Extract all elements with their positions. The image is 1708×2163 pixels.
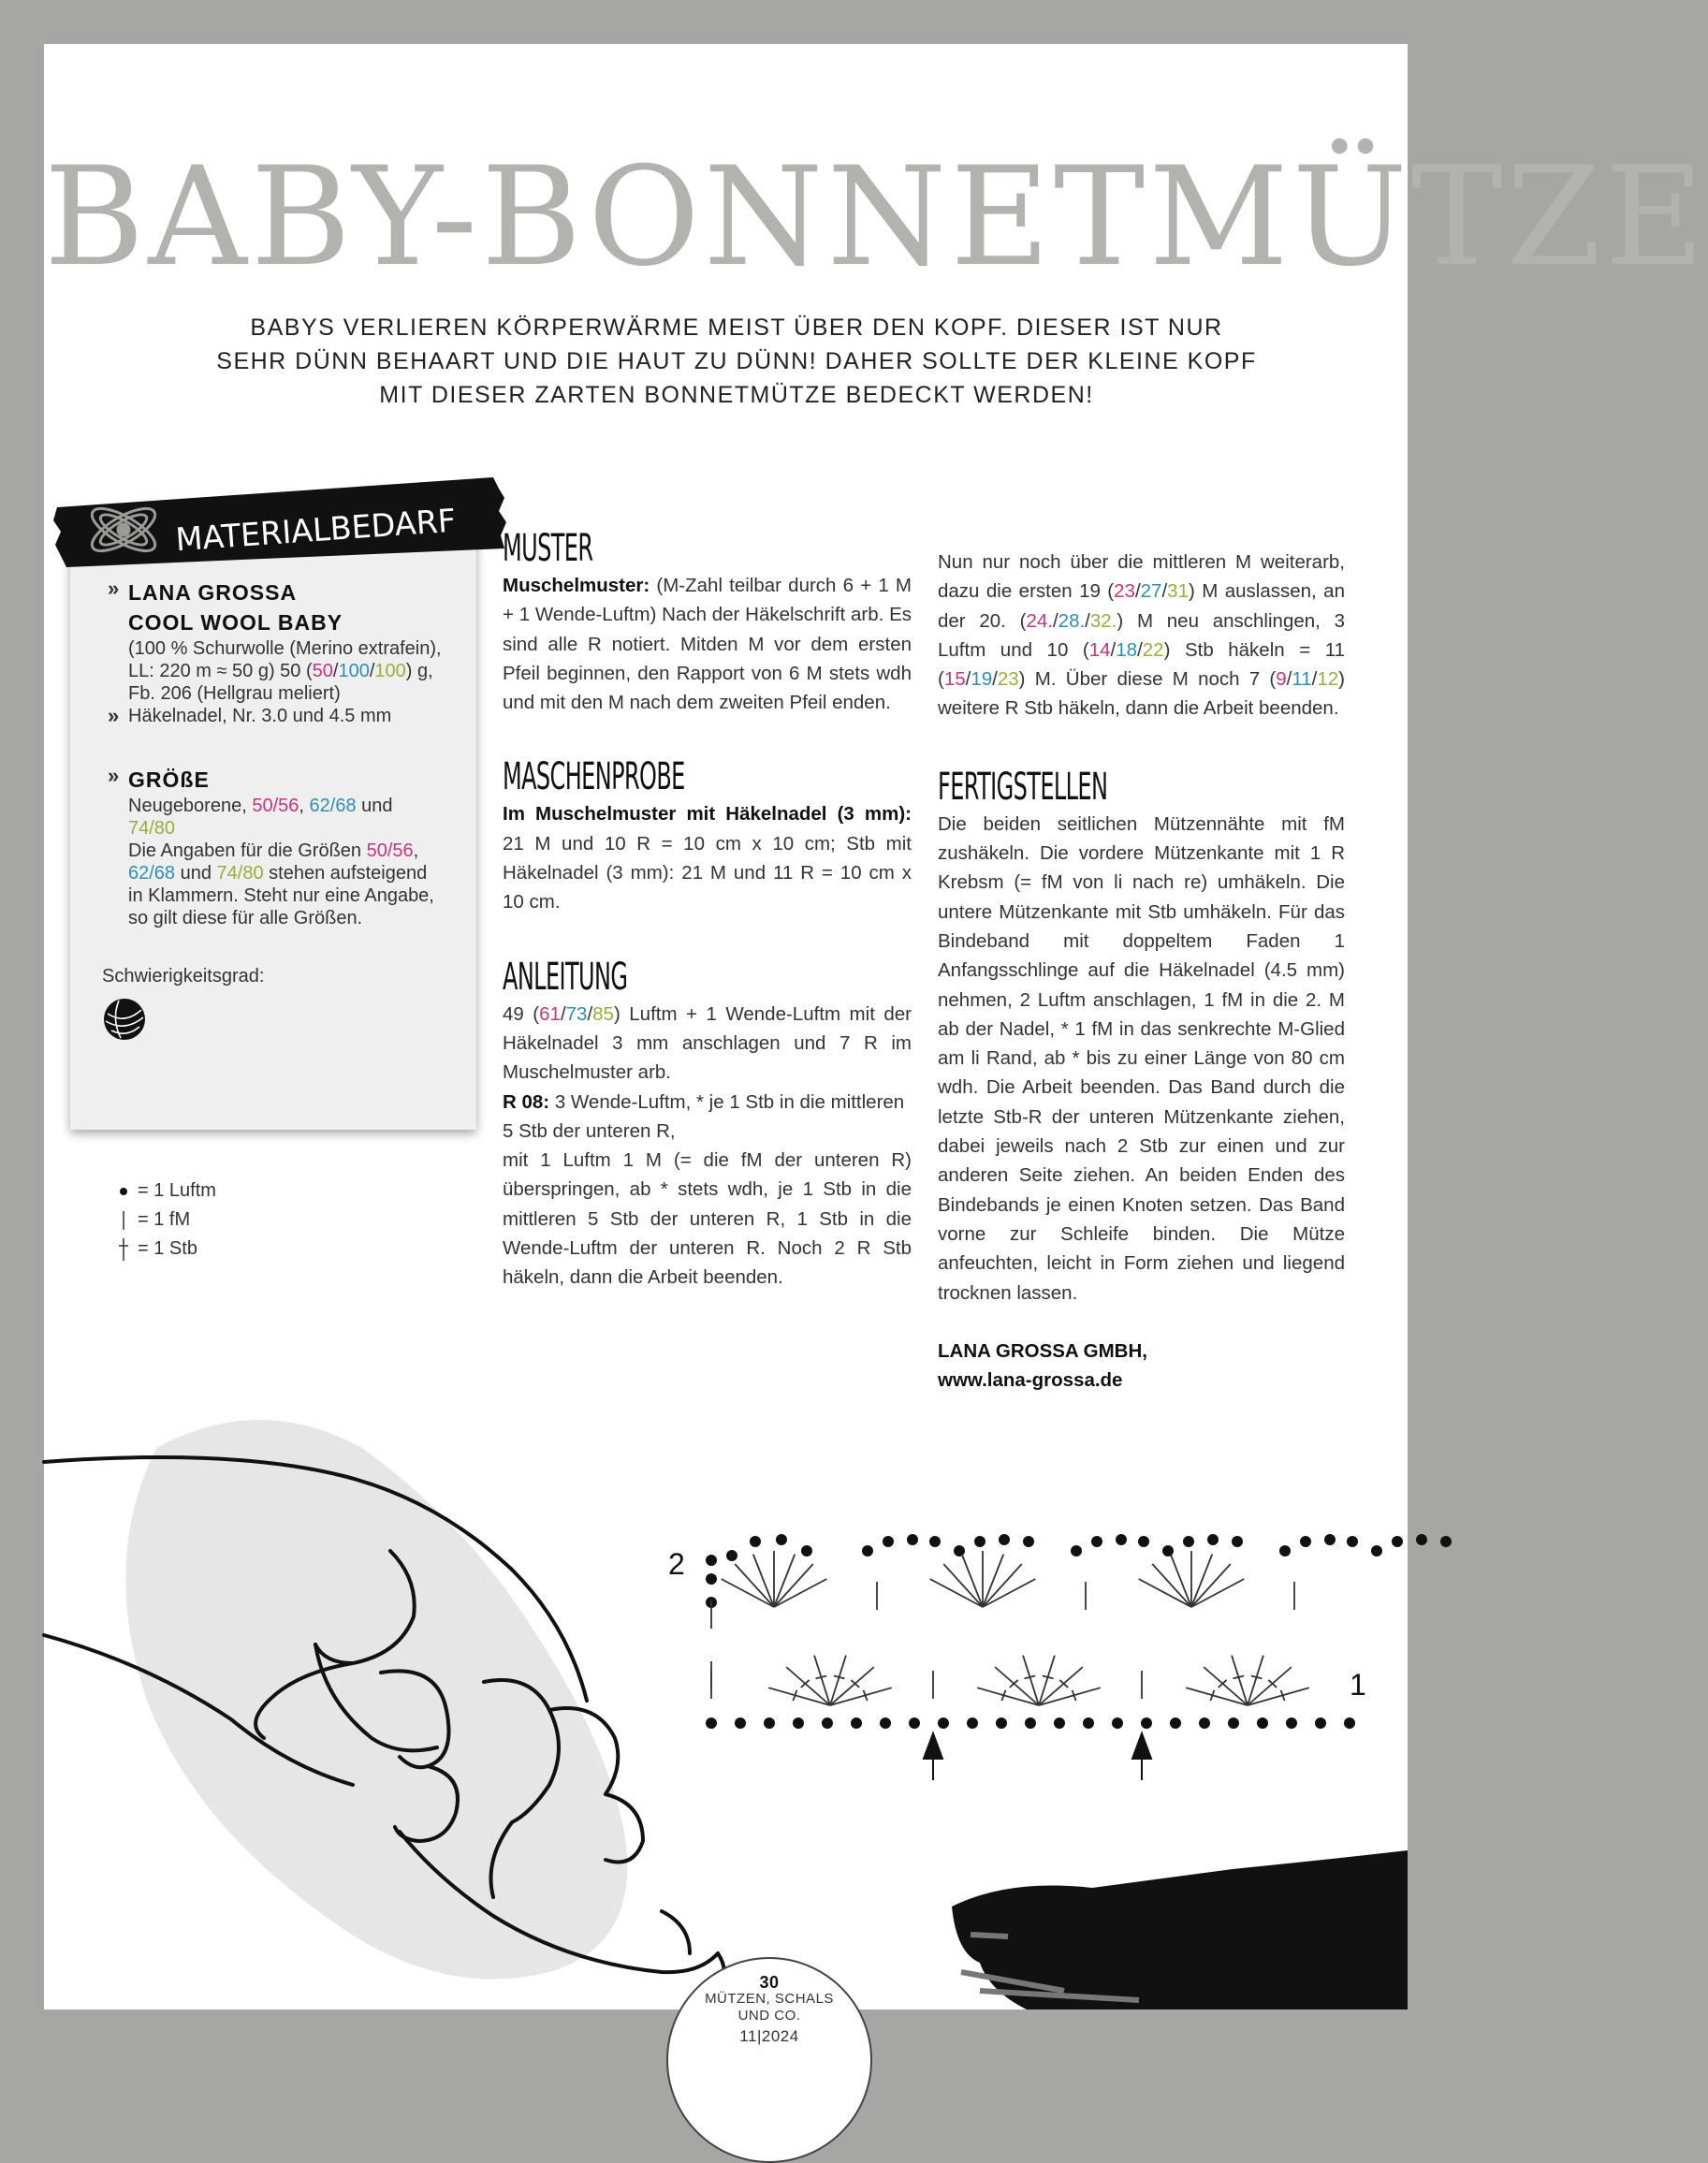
chain-stitch <box>1371 1545 1382 1556</box>
chain-stitch <box>1083 1717 1094 1729</box>
double-crochet <box>1191 1564 1231 1607</box>
symbol-legend <box>109 1176 216 1264</box>
company-url: www.lana-grossa.de <box>938 1369 1123 1392</box>
chain-stitch <box>1279 1545 1291 1556</box>
double-crochet <box>774 1579 826 1607</box>
difficulty-label: Schwierigkeitsgrad: <box>102 966 265 987</box>
chain-stitch <box>1257 1717 1268 1729</box>
bullet: » <box>108 704 120 727</box>
chain-stitch <box>1199 1717 1210 1729</box>
chain-stitch <box>706 1555 717 1566</box>
legend-label: = 1 Stb <box>138 1238 197 1259</box>
chain-stitch <box>1315 1717 1326 1729</box>
size-text: so gilt diese für alle Größen. <box>128 908 363 928</box>
size-heading: GRÖßE <box>128 767 210 792</box>
chain-stitch <box>1440 1536 1452 1547</box>
yarn-name: COOL WOOL BABY <box>128 610 343 635</box>
double-crochet <box>983 1579 1035 1607</box>
continue-text: Nun nur noch über die mittleren M weiterarb, dazu die ersten 19 (23/27/31) M auslassen, an der 20. (24./28./32.) M neu anschlingen, 3 Luftm und 10 (14/18/22) Stb häkeln = 11 (15/19/23) M. Über diese M noch 7 (9/11/12) weitere R Stb häkeln, dann die Arbeit beenden. <box>938 551 1345 720</box>
maschenprobe-text: Im Muschelmuster mit Häkelnadel (3 mm): 21 M und 10 R = 10 cm x 10 cm; Stb mit Häkelnadel (3 mm): 21 M und 11 R = 10 cm x 10 cm. <box>503 803 912 913</box>
chain-stitch <box>1025 1717 1036 1729</box>
chain-stitch <box>1116 1534 1127 1545</box>
maschenprobe-heading: MASCHENPROBE <box>503 755 685 799</box>
chain-stitch <box>1023 1536 1034 1547</box>
chain-stitch <box>1324 1534 1336 1545</box>
chain-stitch <box>793 1717 804 1729</box>
chain-stitch <box>851 1717 862 1729</box>
chain-stitch <box>1286 1717 1297 1729</box>
chain-stitch <box>954 1545 965 1556</box>
chain-stitch <box>1228 1717 1239 1729</box>
page-number-badge <box>666 1957 872 2163</box>
chain-stitch <box>1344 1717 1355 1729</box>
crochet-chart <box>615 1513 1401 1794</box>
size-text: 74/80 <box>128 818 176 839</box>
chain-stitch <box>706 1573 717 1585</box>
column-right <box>938 548 1345 1395</box>
size-text: 62/68 und 74/80 stehen aufsteigend <box>128 863 428 884</box>
magazine-title: UND CO. <box>737 2008 801 2024</box>
chain-stitch <box>822 1717 833 1729</box>
page <box>44 44 1708 2045</box>
chain-stitch <box>880 1717 891 1729</box>
double-crochet <box>774 1564 813 1607</box>
column-middle <box>503 526 912 1293</box>
needle-size: Häkelnadel, Nr. 3.0 und 4.5 mm <box>128 706 392 726</box>
chain-stitch <box>938 1717 949 1729</box>
chain-stitch <box>750 1536 761 1547</box>
chain-stitch-icon <box>119 1187 128 1196</box>
chain-stitch <box>974 1536 985 1547</box>
muster-text: Muschelmuster: (M-Zahl teilbar durch 6 + 1 M + 1 Wende-Luftm) Nach der Häkelschrift arb. Es sind alle R notiert. Mitden M vor dem ersten Pfeil beginnen, den Rapport von 6 M stets wdh und mit den M nach dem zweiten Pfeil enden. <box>503 575 912 714</box>
double-crochet <box>943 1564 983 1607</box>
brush-stroke <box>952 1850 1408 2010</box>
chain-stitch <box>1207 1534 1219 1545</box>
chain-stitch <box>1112 1717 1123 1729</box>
chain-stitch <box>929 1536 941 1547</box>
issue-number: 11|2024 <box>739 2027 799 2045</box>
bullet: » <box>108 764 120 787</box>
double-crochet <box>1191 1579 1244 1607</box>
double-crochet <box>983 1555 1003 1607</box>
legend-label: = 1 fM <box>138 1209 191 1230</box>
double-crochet <box>735 1564 774 1607</box>
fertigstellen-heading: FERTIGSTELLEN <box>938 765 1108 809</box>
chain-stitch <box>1141 1717 1152 1729</box>
chain-stitch <box>862 1545 873 1556</box>
chart-row-label: 2 <box>668 1547 685 1581</box>
chain-stitch <box>764 1717 775 1729</box>
chain-stitch <box>1300 1536 1311 1547</box>
double-crochet <box>774 1555 795 1607</box>
double-crochet <box>1152 1564 1191 1607</box>
row-8-text-cont: mit 1 Luftm 1 M (= die fM der unteren R) überspringen, ab * stets wdh, je 1 Stb in die mittleren 5 Stb der unteren R, 1 Stb in die Wende-Luftm der unteren R. Noch 2 R Stb häkeln, dann die Arbeit beenden. <box>503 1149 912 1289</box>
chain-stitch <box>1054 1717 1065 1729</box>
double-crochet <box>1191 1555 1212 1607</box>
fertigstellen-text: Die beiden seitlichen Mützennähte mit fM zushäkeln. Die vordere Mützenkante mit 1 R Krebsm (= fM von li nach re) umhäkeln. Die untere Mützenkante mit Stb umhäkeln. Für das Bindeband mit doppeltem Faden 1 Anfangsschlinge auf die Häkelnadel (4.5 mm) nehmen, 2 Luftm anschlagen, 1 fM in die 2. M ab der Nadel, * 1 fM in das senkrechte M-Glied am li Rand, ab * bis zu einer Länge von 80 cm wdh. Die Arbeit beenden. Das Band durch die letzte Stb-R der unteren Mützenkante ziehen, dabei jeweils nach 2 Stb zur einen und zur anderen Seite ziehen. An beiden Enden des Bindebands je einen Knoten setzen. Das Band vorne zur Schleife binden. Die Mütze anfeuchten, leicht in Form ziehen und liegend trocknen lassen. <box>938 812 1345 1304</box>
yarn-brand: LANA GROSSA <box>128 580 298 605</box>
anleitung-heading: ANLEITUNG <box>503 955 628 999</box>
double-crochet <box>962 1555 983 1607</box>
chain-stitch <box>735 1717 746 1729</box>
material-banner <box>53 470 507 573</box>
double-crochet <box>753 1555 774 1607</box>
intro-line: MIT DIESER ZARTEN BONNETMÜTZE BEDECKT WERDEN! <box>379 382 1094 408</box>
bullet: » <box>108 577 120 600</box>
chart-row-label: 1 <box>1350 1668 1366 1702</box>
material-banner-label: MATERIALBEDARF <box>174 502 462 560</box>
chain-stitch <box>999 1534 1010 1545</box>
material-content <box>102 577 463 1047</box>
double-crochet <box>1139 1579 1191 1607</box>
magazine-title: MÜTZEN, SCHALS <box>705 1991 834 2007</box>
page-number: 30 <box>759 1973 780 1992</box>
chain-stitch <box>1392 1536 1403 1547</box>
chain-stitch <box>907 1534 918 1545</box>
chain-stitch <box>726 1550 737 1561</box>
yarn-desc: LL: 220 m ≈ 50 g) 50 (50/100/100) g, <box>128 661 433 681</box>
chain-stitch <box>1138 1536 1149 1547</box>
chain-stitch <box>1162 1545 1174 1556</box>
chain-stitch <box>706 1717 717 1729</box>
chain-stitch <box>1071 1545 1082 1556</box>
legend-label: = 1 Luftm <box>138 1180 216 1201</box>
yarn-desc: (100 % Schurwolle (Merino extrafein), <box>128 638 442 659</box>
double-crochet <box>722 1579 774 1607</box>
page-title: BABY-BONNETMÜTZE <box>44 138 1708 297</box>
yarn-ball-icon <box>102 997 147 1042</box>
double-crochet <box>930 1579 983 1607</box>
single-crochet-icon <box>119 1210 128 1231</box>
muster-heading: MUSTER <box>503 527 593 570</box>
chain-stitch <box>1347 1536 1358 1547</box>
chain-stitch <box>801 1545 812 1556</box>
chain-stitch <box>1183 1536 1194 1547</box>
chain-stitch <box>1416 1534 1427 1545</box>
double-crochet <box>983 1564 1022 1607</box>
chain-stitch <box>967 1717 978 1729</box>
anleitung-text: 49 (61/73/85) Luftm + 1 Wende-Luftm mit der Häkelnadel 3 mm anschlagen und 7 R im Muschelmuster arb. <box>503 1002 912 1084</box>
chain-stitch <box>883 1536 894 1547</box>
size-text: in Klammern. Steht nur eine Angabe, <box>128 885 434 906</box>
chain-stitch <box>1170 1717 1181 1729</box>
chain-stitch <box>909 1717 920 1729</box>
intro-text <box>184 311 1289 412</box>
double-crochet <box>1171 1555 1191 1607</box>
chain-stitch <box>1091 1536 1102 1547</box>
intro-line: BABYS VERLIEREN KÖRPERWÄRME MEIST ÜBER DEN KOPF. DIESER IST NUR <box>250 314 1223 341</box>
chain-stitch <box>1232 1536 1243 1547</box>
double-crochet-icon <box>117 1237 130 1262</box>
size-text: Neugeborene, 50/56, 62/68 und <box>128 796 393 816</box>
start-arrows <box>924 1733 1151 1780</box>
yarn-desc: Fb. 206 (Hellgrau meliert) <box>128 683 341 704</box>
intro-line: SEHR DÜNN BEHAART UND DIE HAUT ZU DÜNN! DAHER SOLLTE DER KLEINE KOPF <box>216 348 1257 374</box>
chain-stitch <box>776 1534 787 1545</box>
row-8-text: R 08: 3 Wende-Luftm, * je 1 Stb in die mittleren 5 Stb der unteren R, <box>503 1090 905 1142</box>
size-text: Die Angaben für die Größen 50/56, <box>128 840 419 861</box>
company-name: LANA GROSSA GMBH, <box>938 1339 1147 1362</box>
chain-stitch <box>996 1717 1007 1729</box>
